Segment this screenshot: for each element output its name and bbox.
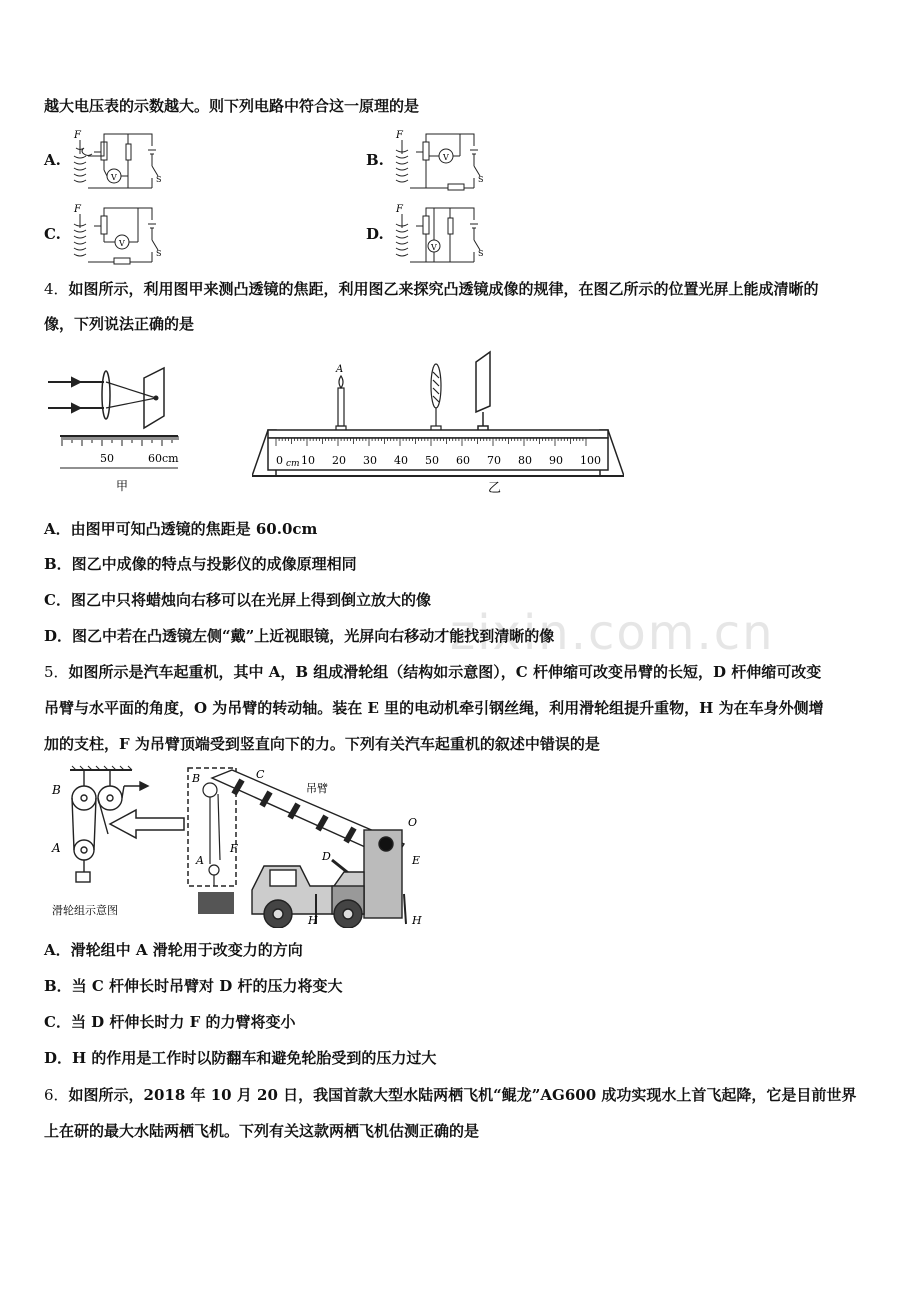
bench-tick-label: 20 [332, 454, 346, 467]
screen [476, 352, 490, 438]
q4-line2: 像，下列说法正确的是 [44, 315, 195, 333]
bench-tick-label: 40 [394, 454, 408, 467]
crane-label-f: F [230, 842, 238, 855]
jia-tick-50: 50 [100, 452, 114, 465]
label-s: S [156, 249, 162, 258]
crane-label-b: B [192, 772, 201, 785]
bench-unit-label: cm [286, 459, 300, 469]
figure-jia-lens-focus [44, 364, 184, 496]
q5-line3: 加的支柱，F 为吊臂顶端受到竖直向下的力。下列有关汽车起重机的叙述中错误的是 [44, 735, 600, 753]
figure-yi-optical-bench [252, 348, 624, 496]
q5-line2: 吊臂与水平面的角度，O 为吊臂的转动轴。装在 E 里的电动机牵引钢丝绳，利用滑轮组提升重物，H 为在车身外侧增 [44, 699, 824, 717]
bench-tick-label: 90 [549, 454, 563, 467]
q4-option-d: D．图乙中若在凸透镜左侧“戴”上近视眼镜，光屏向右移动才能找到清晰的像 [44, 627, 555, 645]
q6-line2: 上在研的最大水陆两栖飞机。下列有关这款两栖飞机估测正确的是 [44, 1122, 480, 1140]
label-f: F [396, 204, 403, 215]
bench-tick-label: 0 [276, 454, 283, 467]
q4-line1 [44, 279, 819, 299]
pulley-caption: 滑轮组示意图 [52, 904, 118, 917]
circuit-b-diagram [390, 126, 490, 192]
label-v: V [119, 239, 125, 248]
q3-option-d-label: D. [366, 225, 384, 243]
q5-option-b: B．当 C 杆伸长时吊臂对 D 杆的压力将变大 [44, 977, 343, 995]
bench-tick-label: 80 [518, 454, 532, 467]
bench-tick-label: 60 [456, 454, 470, 467]
q4-number: 4． [44, 280, 69, 298]
circuit-c-diagram [68, 200, 168, 266]
arrow-icon [110, 810, 184, 838]
bench-tick-label: 100 [580, 454, 601, 467]
bench-tick-label: 70 [487, 454, 501, 467]
q6-number: 6． [44, 1086, 69, 1104]
jia-caption: 甲 [116, 479, 129, 493]
q3-tail-text: 越大电压表的示数越大。则下列电路中符合这一原理的是 [44, 97, 420, 115]
q6-line1-text: 如图所示，2018 年 10 月 20 日，我国首款大型水陆两栖飞机“鲲龙”AG600 成功实现水上首飞起降，它是目前世界 [68, 1086, 857, 1104]
label-v: V [443, 153, 449, 162]
crane-label-d: D [322, 850, 331, 863]
q4-option-c: C．图乙中只将蜡烛向右移可以在光屏上得到倒立放大的像 [44, 591, 431, 609]
crane-label-arm: 吊臂 [306, 782, 328, 795]
figure-crane [44, 764, 436, 928]
q3-option-c-label: C. [44, 225, 61, 243]
crane-label-e: E [412, 854, 421, 867]
crane-label-o: O [408, 816, 418, 829]
q4-option-b: B．图乙中成像的特点与投影仪的成像原理相同 [44, 555, 357, 573]
label-s: S [478, 249, 484, 258]
q5-line1 [44, 662, 821, 682]
q6-line1 [44, 1085, 856, 1105]
q3-option-b-label: B. [366, 151, 384, 169]
crane-label-h-right: H [412, 914, 422, 927]
pulley-label-a: A [52, 841, 61, 855]
q5-number: 5． [44, 663, 69, 681]
truck [252, 830, 406, 928]
q5-line1-text: 如图所示是汽车起重机，其中 A，B 组成滑轮组（结构如示意图），C 杆伸缩可改变吊臂的长短，D 杆伸缩可改变 [68, 663, 822, 681]
label-f: F [74, 130, 81, 141]
label-v: V [431, 243, 437, 252]
watermark: zixin.com.cn [450, 605, 775, 661]
candle-label: A [336, 364, 344, 375]
bench-tick-label: 30 [363, 454, 377, 467]
crane-label-a: A [196, 854, 204, 867]
label-f: F [74, 204, 81, 215]
bench-tick-label: 50 [425, 454, 439, 467]
label-v: V [111, 173, 117, 182]
q5-option-d: D．H 的作用是工作时以防翻车和避免轮胎受到的压力过大 [44, 1049, 437, 1067]
crane-label-c: C [256, 768, 265, 781]
q5-option-a: A．滑轮组中 A 滑轮用于改变力的方向 [44, 941, 303, 959]
circuit-d-diagram [390, 200, 490, 266]
jia-tick-60: 60cm [148, 452, 179, 465]
q5-option-c: C．当 D 杆伸长时力 F 的力臂将变小 [44, 1013, 296, 1031]
candle [336, 376, 346, 438]
lens [431, 364, 441, 438]
label-s: S [478, 175, 484, 184]
pulley-label-b: B [52, 783, 61, 797]
label-s: S [156, 175, 162, 184]
q3-option-a-label: A. [44, 151, 61, 169]
yi-caption: 乙 [488, 481, 502, 496]
label-f: F [396, 130, 403, 141]
circuit-a-diagram [68, 126, 168, 192]
bench-tick-label: 10 [301, 454, 315, 467]
crane-label-h-left: H [308, 914, 318, 927]
q4-line1-text: 如图所示，利用图甲来测凸透镜的焦距，利用图乙来探究凸透镜成像的规律，在图乙所示的位置光屏上能成清晰的 [68, 280, 819, 298]
q4-option-a: A．由图甲可知凸透镜的焦距是 60.0cm [44, 520, 318, 538]
